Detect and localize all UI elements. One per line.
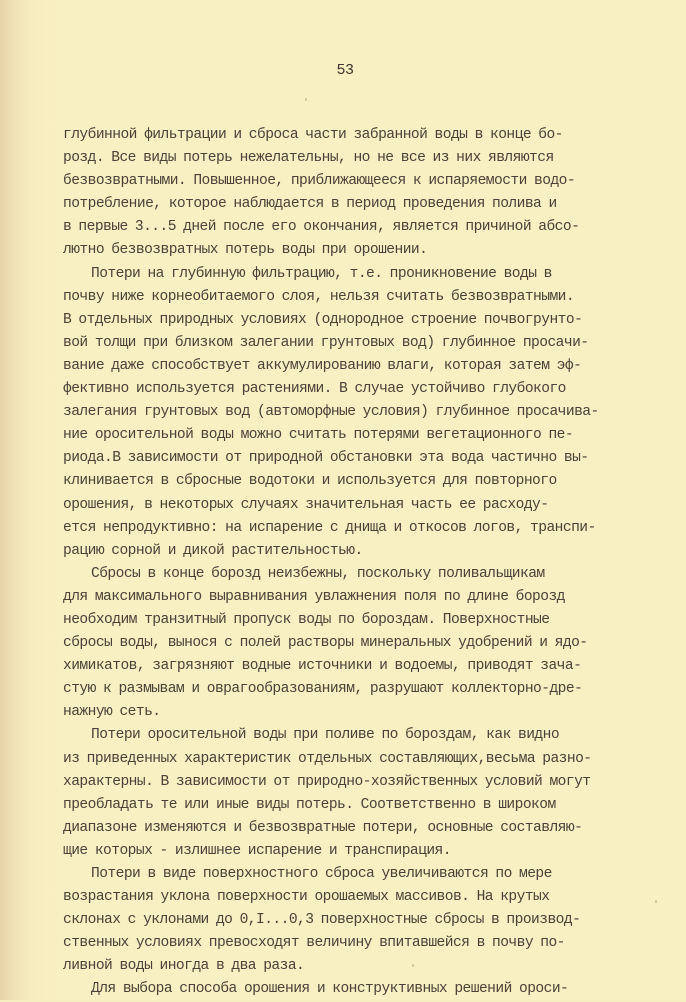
- paragraph: [63, 863, 663, 978]
- scan-speck: [305, 98, 307, 101]
- paragraph: [63, 563, 663, 725]
- text-line: рацию сорной и дикой растительностью.: [63, 542, 363, 559]
- text-line: розд. Все виды потерь нежелательны, но не все из них являются: [63, 150, 554, 167]
- text-line: сбросы воды, вынося с полей растворы минеральных удобрений и ядо-: [63, 635, 588, 652]
- scan-speck: [655, 900, 657, 903]
- text-line: ственных условиях превосходят величину впитавшейся в почву по-: [63, 935, 565, 952]
- text-line: Для выбора способа орошения и конструктивных решений ороси-: [91, 981, 569, 998]
- text-line: склонах с уклонами до 0,I...0,3 поверхностные сбросы в производ-: [63, 912, 581, 929]
- text-line: почву ниже корнеобитаемого слоя, нельзя считать безвозвратными.: [63, 288, 575, 305]
- text-line: Потери в виде поверхностного сброса увеличиваются по мере: [91, 866, 552, 882]
- text-line: необходим транзитный пропуск воды по бороздам. Поверхностные: [63, 611, 550, 628]
- body-text: [63, 124, 663, 1002]
- text-line: ние оросительной воды можно считать потерями вегетационного пе-: [63, 427, 574, 444]
- text-line: в первые 3...5 дней после его окончания, является причиной абсо-: [63, 219, 580, 236]
- text-line: диапазоне изменяются и безвозвратные потери, основные составляю-: [63, 819, 583, 836]
- text-line: безвозвратными. Повышенное, приближающееся к испаряемости водо-: [63, 173, 576, 190]
- text-line: вание даже способствует аккумулированию влаги, которая затем эф-: [63, 357, 582, 374]
- paragraph: [63, 724, 663, 863]
- text-line: залегания грунтовых вод (автоморфные условия) глубинное просачива-: [63, 404, 599, 421]
- text-line: ливной воды иногда в два раза.: [63, 958, 305, 975]
- text-line: орошения, в некоторых случаях значительная часть ее расходу-: [63, 496, 549, 513]
- text-line: возрастания уклона поверхности орошаемых массивов. На крутых: [63, 889, 550, 906]
- text-line: Потери оросительной воды при поливе по бороздам, как видно: [91, 727, 560, 744]
- text-line: клинивается в сбросные водотоки и используется для повторного: [63, 473, 557, 490]
- page-number: 53: [336, 62, 354, 79]
- text-line: лютно безвозвратных потерь воды при орошении.: [63, 242, 428, 259]
- scan-speck: [412, 964, 414, 967]
- text-line: преобладать те или иные виды потерь. Соответственно в широком: [63, 796, 556, 813]
- text-line: для максимального выравнивания увлажнения поля по длине борозд: [63, 588, 565, 605]
- text-line: нажную сеть.: [63, 704, 161, 721]
- text-line: ется непродуктивно: на испарение с днища и откосов логов, транспи-: [63, 519, 596, 536]
- text-line: фективно используется растениями. В случае устойчиво глубокого: [63, 381, 566, 398]
- text-line: потребление, которое наблюдается в период проведения полива и: [63, 196, 557, 213]
- paragraph: [63, 124, 663, 263]
- text-line: Потери на глубинную фильтрацию, т.е. проникновение воды в: [91, 265, 552, 282]
- paragraph: [63, 263, 663, 563]
- text-line: вой толщи при близком залегании грунтовых вод) глубинное просачи-: [63, 334, 589, 351]
- text-line: характерны. В зависимости от природно-хозяйственных условий могут: [63, 773, 591, 790]
- text-line: химикатов, загрязняют водные источники и водоемы, приводят зача-: [63, 658, 582, 675]
- text-line: риода.В зависимости от природной обстановки эта вода частично вы-: [63, 450, 589, 467]
- text-line: щие которых - излишнее испарение и транспирация.: [63, 842, 451, 859]
- text-line: стую к размывам и оврагообразованиям, разрушают коллекторно-дре-: [63, 681, 583, 698]
- paragraph: [63, 978, 663, 1001]
- text-line: из приведенных характеристик отдельных составляющих,весьма разно-: [63, 750, 592, 767]
- text-line: глубинной фильтрации и сброса части забранной воды в конце бо-: [63, 127, 563, 143]
- text-line: В отдельных природных условиях (однородное строение почвогрунто-: [63, 311, 583, 328]
- text-line: Сбросы в конце борозд неизбежны, поскольку поливальщикам: [91, 565, 545, 582]
